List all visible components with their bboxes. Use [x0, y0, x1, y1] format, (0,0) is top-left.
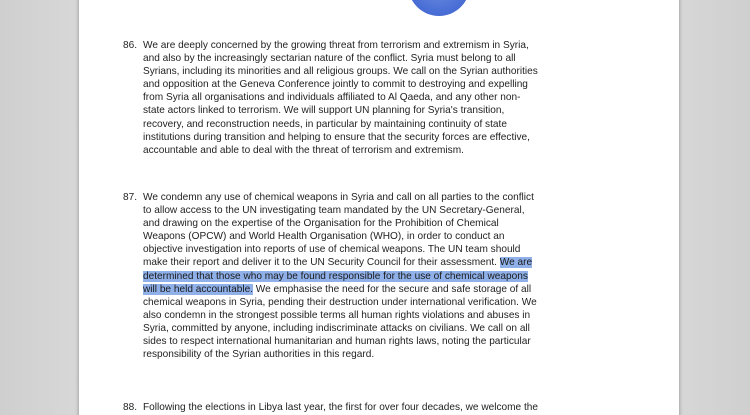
- text-line: and opposition at the Geneva Conference jointly to commit to destroying and expelling: [143, 79, 528, 91]
- text-line: Syrians, including its minorities and all religious groups. We call on the Syrian authorities: [143, 66, 538, 78]
- text-line: chemical weapons in Syria, pending their destruction under international verification. We: [143, 296, 537, 308]
- text-run: We emphasise the need for the secure and safe storage of all: [252, 283, 532, 295]
- paragraph-body: [143, 401, 623, 414]
- seal-icon: [408, 0, 470, 16]
- highlighted-text[interactable]: determined that those who may be found responsible for the use of chemical weapons: [143, 270, 528, 282]
- text-line: Following the elections in Libya last year, the first for over four decades, we welcome the: [143, 402, 538, 413]
- paragraph-88: [123, 401, 623, 414]
- paragraph-number: 86.: [123, 40, 138, 51]
- highlighted-text[interactable]: will be held accountable.: [143, 283, 253, 295]
- text-line: from Syria all organisations and individuals affiliated to Al Qaeda, and any other non-: [143, 92, 521, 104]
- text-line: We are deeply concerned by the growing threat from terrorism and extremism in Syria,: [143, 40, 529, 51]
- text-line: and drawing on the expertise of the Organisation for the Prohibition of Chemical: [143, 218, 499, 230]
- text-line: also condemn in the strongest possible terms all human rights violations and abuses in: [143, 309, 531, 321]
- text-line: [143, 270, 623, 283]
- highlighted-text[interactable]: We are: [499, 257, 533, 269]
- text-line: institutions during transition and helping to ensure that the security forces are effective,: [143, 131, 530, 143]
- paragraph-86: [123, 39, 623, 157]
- text-line: [143, 283, 623, 296]
- text-line: and also by the increasingly sectarian nature of the conflict. Syria must belong to all: [143, 53, 516, 65]
- text-line: recovery, and reconstruction needs, in particular by maintaining continuity of state: [143, 118, 507, 130]
- text-line: state actors linked to terrorism. We will support UN planning for Syria's transition,: [143, 105, 505, 117]
- text-line: responsibility of the Syrian authorities in this regard.: [143, 349, 375, 361]
- text-line: sides to respect international humanitarian and human rights laws, noting the particular: [143, 336, 531, 348]
- document-page: [79, 0, 679, 415]
- text-line: to allow access to the UN investigating team mandated by the UN Secretary-General,: [143, 205, 525, 217]
- paragraph-number: 88.: [123, 402, 138, 413]
- text-line: We condemn any use of chemical weapons in Syria and call on all parties to the conflict: [143, 192, 534, 203]
- text-line: objective investigation into reports of use of chemical weapons. The UN team should: [143, 244, 521, 256]
- paragraph-number: 87.: [123, 192, 138, 203]
- text-run: make their report and deliver it to the UN Security Council for their assessment.: [143, 257, 500, 269]
- paragraph-body: [143, 191, 623, 361]
- paragraph-body: [143, 39, 623, 157]
- text-line: accountable and able to deal with the threat of terrorism and extremism.: [143, 144, 464, 156]
- text-line: [143, 256, 623, 269]
- text-line: Syria, committed by anyone, including indiscriminate attacks on civilians. We call on all: [143, 322, 530, 334]
- text-line: Weapons (OPCW) and World Health Organisation (WHO), in order to conduct an: [143, 231, 505, 243]
- paragraph-87: [123, 191, 623, 361]
